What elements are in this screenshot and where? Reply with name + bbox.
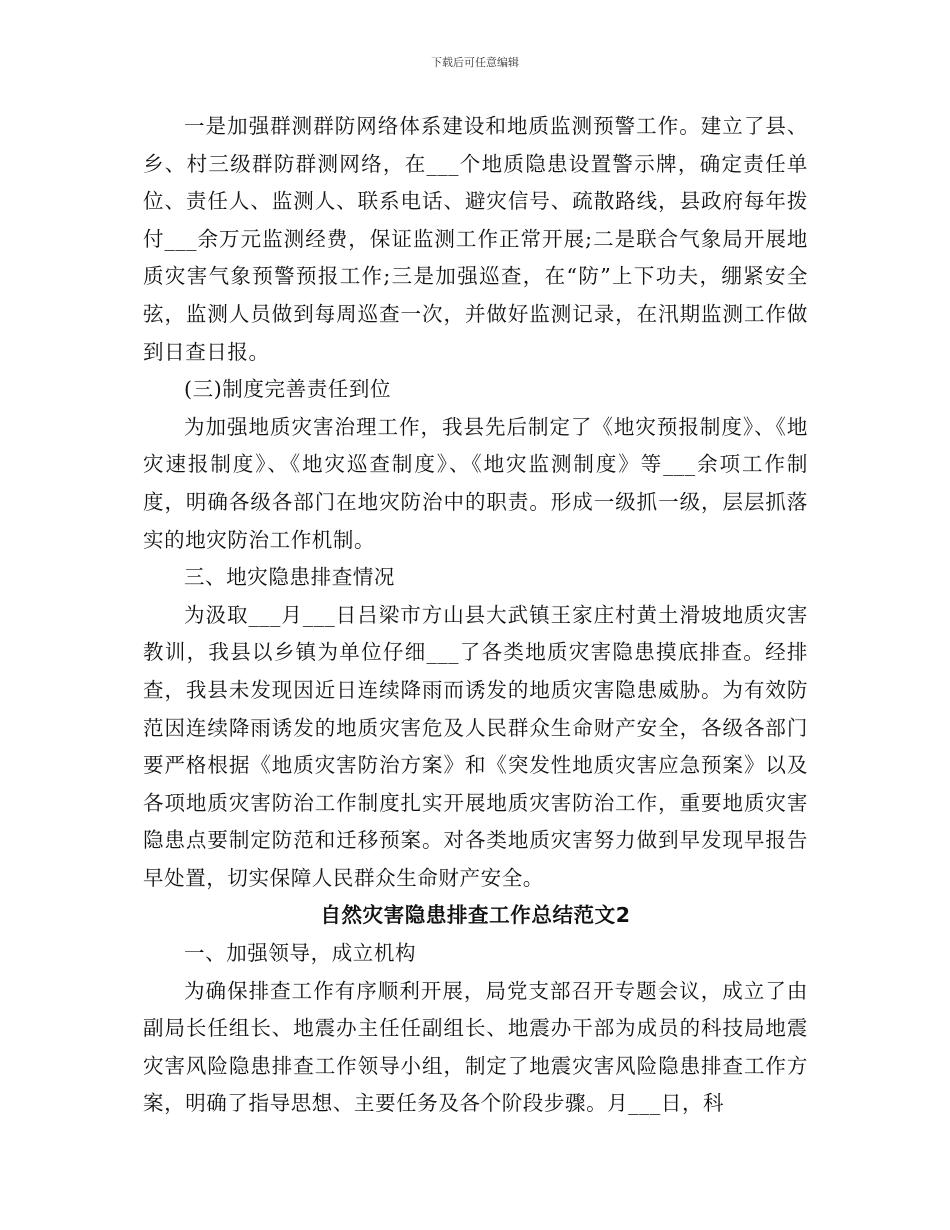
section-heading-system: (三)制度完善责任到位 — [184, 377, 392, 402]
section-heading-leadership: 一、加强领导，成立机构 — [184, 941, 417, 966]
paragraph-monitoring: 一是加强群测群防网络体系建设和地质监测预警工作。建立了县、乡、村三级群防群测网络，在___个地质隐患设置警示牌，确定责任单位、责任人、监测人、联系电话、避灾信号、疏散路线，县政府每年拨付___余万元监测经费，保证监测工作正常开展;二是联合气象局开展地质灾害气象预警预报工作;三是加强巡查，在“防”上下功夫，绷紧安全弦，监测人员做到每周巡查一次，并做好监测记录，在汛期监测工作做到日查日报。 — [143, 114, 808, 364]
page-header: 下载后可任意编辑 — [431, 56, 519, 69]
document-body — [143, 108, 808, 1123]
article-title: 自然灾害隐患排查工作总结范文2 — [320, 903, 631, 928]
paragraph-leadership: 为确保排查工作有序顺利开展，局党支部召开专题会议，成立了由副局长任组长、地震办主任任副组长、地震办干部为成员的科技局地震灾害风险隐患排查工作领导小组，制定了地震灾害风险隐患排查工作方案，明确了指导思想、主要任务及各个阶段步骤。月___日，科 — [143, 978, 808, 1116]
paragraph-inspection: 为汲取___月___日吕梁市方山县大武镇王家庄村黄土滑坡地质灾害教训，我县以乡镇为单位仔细___了各类地质灾害隐患摸底排查。经排查，我县未发现因近日连续降雨而诱发的地质灾害隐患威胁。为有效防范因连续降雨诱发的地质灾害危及人民群众生命财产安全，各级各部门要严格根据《地质灾害防治方案》和《突发性地质灾害应急预案》以及各项地质灾害防治工作制度扎实开展地质灾害防治工作，重要地质灾害隐患点要制定防范和迁移预案。对各类地质灾害努力做到早发现早报告早处置，切实保障人民群众生命财产安全。 — [143, 602, 808, 890]
paragraph-system: 为加强地质灾害治理工作，我县先后制定了《地灾预报制度》、《地灾速报制度》、《地灾巡查制度》、《地灾监测制度》等___余项工作制度，明确各级各部门在地灾防治中的职责。形成一级抓一级，层层抓落实的地灾防治工作机制。 — [143, 414, 808, 552]
section-heading-inspection: 三、地灾隐患排查情况 — [184, 565, 395, 590]
